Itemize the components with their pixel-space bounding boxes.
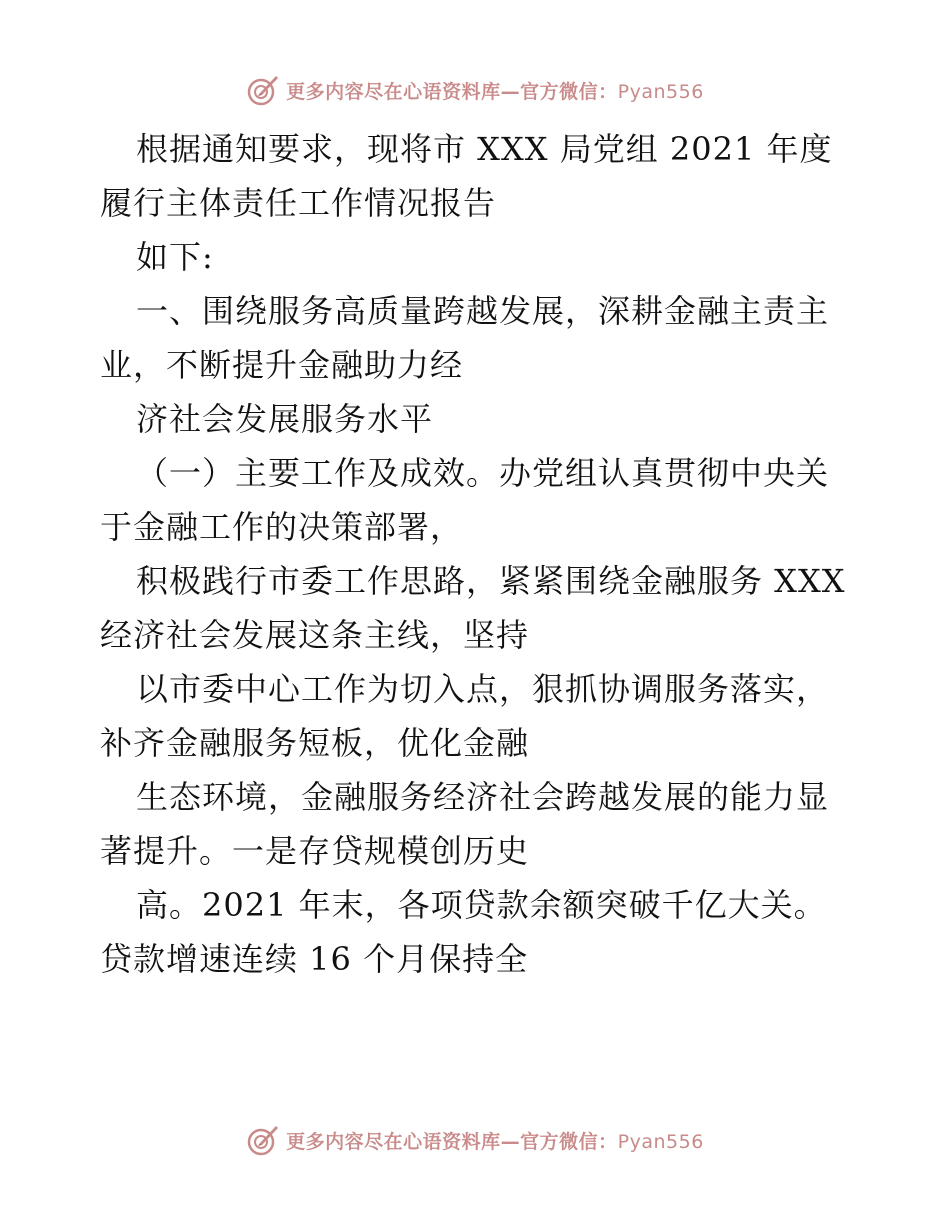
watermark-wechat-id: Pyan556 <box>617 1130 704 1153</box>
body-text-line: 贷款增速连续 16 个月保持全 <box>100 940 529 978</box>
body-text-line: 著提升。一是存贷规模创历史 <box>100 832 530 870</box>
footer-watermark <box>0 1120 950 1160</box>
watermark-text: 更多内容尽在心语资料库—官方微信：Pyan556 <box>286 80 704 103</box>
body-text-line: 生态环境，金融服务经济社会跨越发展的能力显 <box>136 778 830 816</box>
document-body <box>100 122 860 986</box>
body-text-line: 积极践行市委工作思路，紧紧围绕金融服务 XXX <box>136 562 846 600</box>
body-text-line: 履行主体责任工作情况报告 <box>100 184 497 222</box>
header-watermark <box>0 70 950 110</box>
watermark-text: 更多内容尽在心语资料库—官方微信：Pyan556 <box>286 1130 704 1153</box>
body-text-line: （一）主要工作及成效。办党组认真贯彻中央关 <box>136 454 830 492</box>
body-text-line: 济社会发展服务水平 <box>136 400 434 438</box>
body-text-line: 业，不断提升金融助力经 <box>100 346 464 384</box>
watermark-wechat-id: Pyan556 <box>617 80 704 103</box>
body-text-line: 以市委中心工作为切入点，狠抓协调服务落实， <box>136 670 830 708</box>
body-text-line: 一、围绕服务高质量跨越发展，深耕金融主责主 <box>136 292 830 330</box>
body-text-line: 补齐金融服务短板，优化金融 <box>100 724 530 762</box>
body-text-line: 于金融工作的决策部署， <box>100 508 464 546</box>
quill-seal-logo-icon <box>246 73 280 107</box>
body-text-line: 根据通知要求，现将市 XXX 局党组 2021 年度 <box>136 130 833 168</box>
body-text-line: 如下: <box>136 238 214 276</box>
quill-seal-logo-icon <box>246 1123 280 1157</box>
body-text-line: 高。2021 年末，各项贷款余额突破千亿大关。 <box>136 886 827 924</box>
body-text-line: 经济社会发展这条主线，坚持 <box>100 616 530 654</box>
